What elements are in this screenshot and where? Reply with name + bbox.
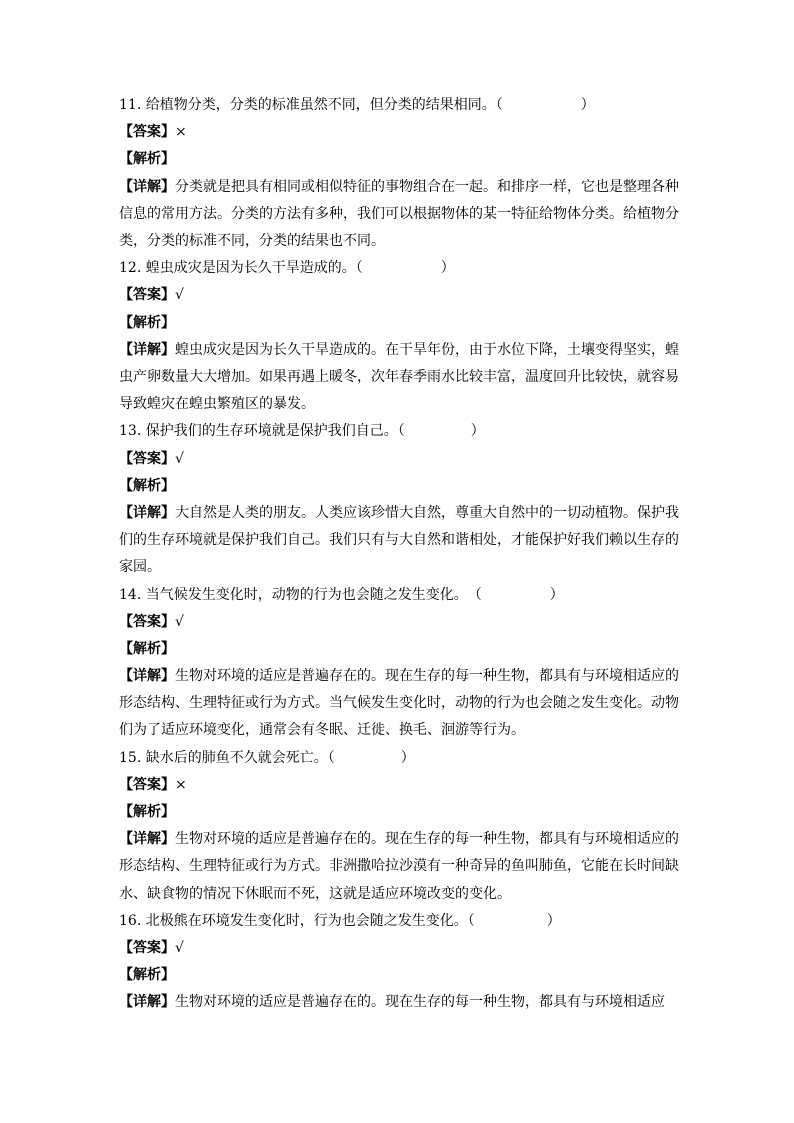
question-number: 15. <box>119 749 142 766</box>
question-stem <box>119 582 679 609</box>
question-stem <box>119 255 679 282</box>
closing-paren: ） <box>549 586 564 603</box>
detail-label: 【详解】 <box>119 341 175 358</box>
question-stem <box>119 92 679 119</box>
question-text: 缺水后的肺鱼不久就会死亡。（ <box>145 749 335 766</box>
answer-label: 【答案】 <box>119 124 175 141</box>
detail-paragraph <box>119 337 679 419</box>
detail-paragraph <box>119 500 679 582</box>
question-number: 11. <box>119 97 142 113</box>
detail-paragraph <box>119 174 679 256</box>
question-number: 13. <box>119 423 142 440</box>
detail-text: 生物对环境的适应是普遍存在的。现在生存的每一种生物，都具有与环境相适应的形态结构、生理特征或行为方式。当气候发生变化时，动物的行为也会随之发生变化。动物们为了适应环境变化，通常会有冬眠、迁徙、换毛、洄游等行为。 <box>119 668 679 739</box>
answer-line <box>119 282 679 309</box>
detail-text: 分类就是把具有相同或相似特征的事物组合在一起。和排序一样，它也是整理各种信息的常用方法。分类的方法有多种，我们可以根据物体的某一特征给物体分类。给植物分类，分类的标准不同，分类的结果也不同。 <box>119 178 679 249</box>
detail-label: 【详解】 <box>119 668 175 685</box>
question-block <box>119 908 679 1017</box>
analysis-label: 【解析】 <box>119 804 175 821</box>
closing-paren: ） <box>580 97 595 113</box>
answer-line <box>119 772 679 799</box>
answer-label: 【答案】 <box>119 450 175 467</box>
question-block <box>119 92 679 255</box>
detail-paragraph <box>119 663 679 745</box>
closing-paren: ） <box>470 423 485 440</box>
answer-value: × <box>175 124 187 141</box>
analysis-label: 【解析】 <box>119 967 175 984</box>
question-stem <box>119 418 679 445</box>
question-text: 蝗虫成灾是因为长久干旱造成的。（ <box>145 260 363 277</box>
question-number: 12. <box>119 260 142 277</box>
question-list <box>119 92 679 1017</box>
question-stem <box>119 908 679 935</box>
answer-line <box>119 446 679 473</box>
answer-line <box>119 935 679 962</box>
question-stem <box>119 745 679 772</box>
detail-text: 生物对环境的适应是普遍存在的。现在生存的每一种生物，都具有与环境相适应 <box>175 994 665 1011</box>
detail-paragraph <box>119 826 679 908</box>
detail-label: 【详解】 <box>119 504 175 521</box>
closing-paren: ） <box>546 912 561 929</box>
answer-value: √ <box>175 450 184 467</box>
analysis-label: 【解析】 <box>119 151 175 168</box>
answer-label: 【答案】 <box>119 940 175 957</box>
detail-label: 【详解】 <box>119 831 175 848</box>
answer-label: 【答案】 <box>119 776 175 793</box>
question-block <box>119 255 679 418</box>
question-text: 给植物分类，分类的标准虽然不同，但分类的结果相同。（ <box>145 97 503 113</box>
answer-label: 【答案】 <box>119 613 175 630</box>
detail-text: 生物对环境的适应是普遍存在的。现在生存的每一种生物，都具有与环境相适应的形态结构、生理特征或行为方式。非洲撒哈拉沙漠有一种奇异的鱼叫肺鱼，它能在长时间缺水、缺食物的情况下休眠而不死，这就是适应环境改变的变化。 <box>119 831 679 902</box>
answer-label: 【答案】 <box>119 287 175 304</box>
closing-paren: ） <box>440 260 455 277</box>
document-page <box>119 92 679 1017</box>
analysis-label: 【解析】 <box>119 477 175 494</box>
detail-paragraph <box>119 989 679 1016</box>
detail-label: 【详解】 <box>119 994 175 1011</box>
question-text: 保护我们的生存环境就是保护我们自己。（ <box>145 423 405 440</box>
analysis-label: 【解析】 <box>119 640 175 657</box>
answer-line <box>119 609 679 636</box>
detail-text: 大自然是人类的朋友。人类应该珍惜大自然，尊重大自然中的一切动植物。保护我们的生存环境就是保护我们自己。我们只有与大自然和谐相处，才能保护好我们赖以生存的家园。 <box>119 504 679 576</box>
closing-paren: ） <box>400 749 415 766</box>
answer-value: √ <box>175 940 184 957</box>
question-number: 16. <box>119 912 142 929</box>
question-block <box>119 582 679 745</box>
question-text: 北极熊在环境发生变化时，行为也会随之发生变化。（ <box>145 912 475 929</box>
question-block <box>119 418 679 581</box>
answer-value: × <box>175 776 187 793</box>
detail-text: 蝗虫成灾是因为长久干旱造成的。在干旱年份，由于水位下降，土壤变得坚实，蝗虫产卵数量大大增加。如果再遇上暖冬，次年春季雨水比较丰富，温度回升比较快，就容易导致蝗灾在蝗虫繁殖区的暴发。 <box>119 341 679 413</box>
answer-line <box>119 119 679 146</box>
analysis-label: 【解析】 <box>119 314 175 331</box>
answer-value: √ <box>175 287 184 304</box>
question-text: 当气候发生变化时，动物的行为也会随之发生变化。 （ <box>145 586 482 603</box>
question-number: 14. <box>119 586 142 603</box>
detail-label: 【详解】 <box>119 178 175 195</box>
answer-value: √ <box>175 613 184 630</box>
question-block <box>119 745 679 908</box>
